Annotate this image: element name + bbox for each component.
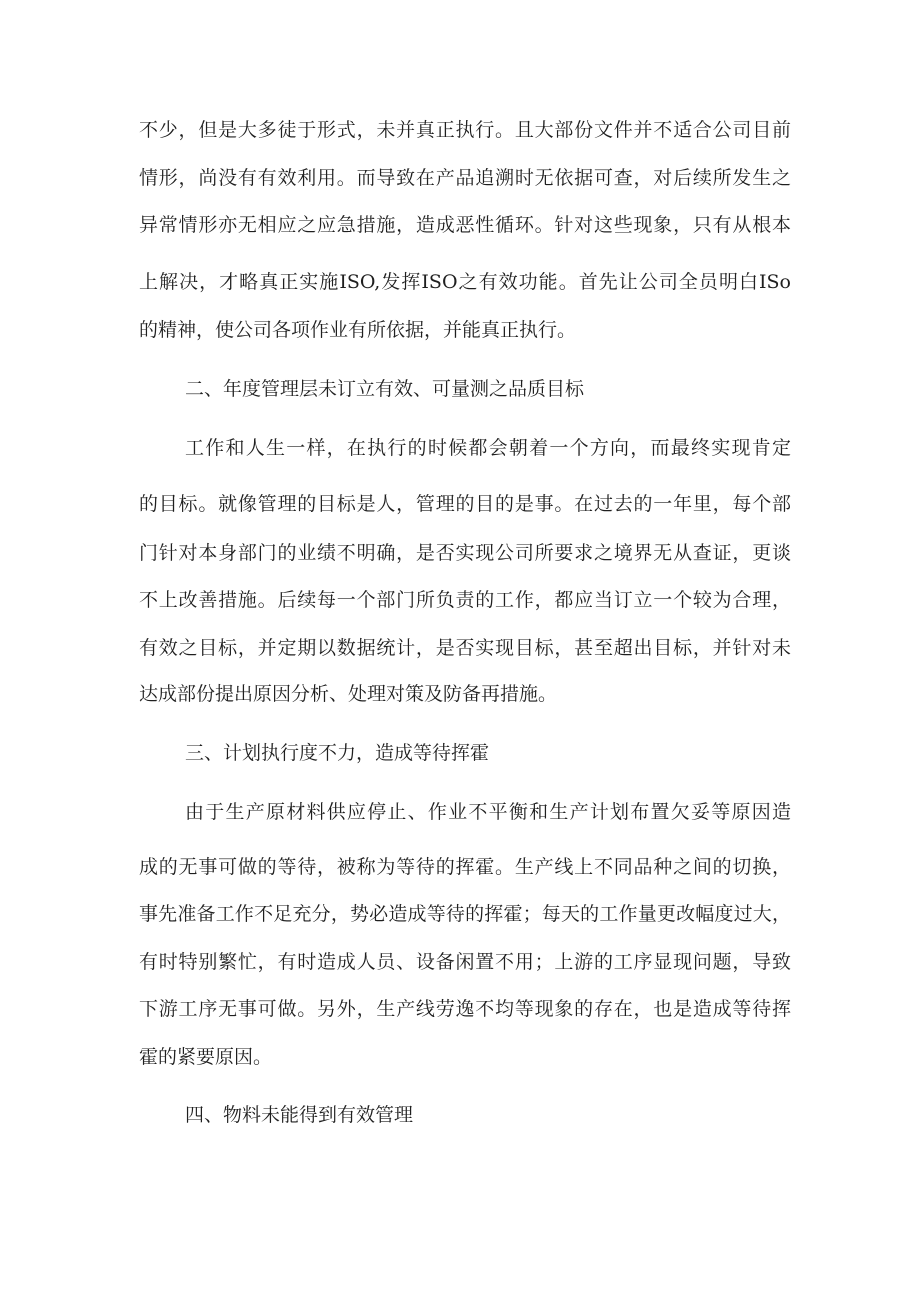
body-text-line: 工作和人生一样，在执行的时候都会朝着一个方向，而最终实现肯定 [185, 437, 791, 459]
body-text-line: 下游工序无事可做。另外，生产线劳逸不均等现象的存在，也是造成等待挥 [139, 998, 791, 1020]
body-text-line: 上解决，才略真正实施ISO,发挥ISO之有效功能。首先让公司全员明白ISo [139, 271, 791, 293]
body-text-line: 不上改善措施。后续每一个部门所负责的工作，都应当订立一个较为合理， [139, 589, 791, 611]
body-text-line: 霍的紧要原因。 [139, 1046, 273, 1068]
section-heading: 二、年度管理层未订立有效、可量测之品质目标 [185, 378, 585, 400]
body-text-line: 事先准备工作不足充分，势必造成等待的挥霍；每天的工作量更改幅度过大， [139, 903, 791, 925]
body-text-line: 达成部份提出原因分析、处理对策及防备再措施。 [139, 683, 558, 705]
body-text-line: 情形，尚没有有效利用。而导致在产品追溯时无依据可查，对后续所发生之 [139, 167, 791, 189]
body-text-line: 门针对本身部门的业绩不明确，是否实现公司所要求之境界无从查证，更谈 [139, 542, 791, 564]
body-text-line: 不少，但是大多徒于形式，未并真正执行。且大部份文件并不适合公司目前 [139, 119, 791, 141]
body-text-line: 异常情形亦无相应之应急措施，造成恶性循环。针对这些现象，只有从根本 [139, 214, 791, 236]
section-heading: 三、计划执行度不力，造成等待挥霍 [185, 742, 490, 764]
body-text-line: 由于生产原材料供应停止、作业不平衡和生产计划布置欠妥等原因造 [185, 801, 791, 823]
section-heading: 四、物料未能得到有效管理 [185, 1104, 414, 1126]
body-text-line: 的目标。就像管理的目标是人，管理的目的是事。在过去的一年里，每个部 [139, 493, 791, 515]
body-text-line: 有时特别繁忙，有时造成人员、设备闲置不用；上游的工序显现问题，导致 [139, 951, 791, 973]
body-text-line: 有效之目标，并定期以数据统计，是否实现目标，甚至超出目标，并针对未 [139, 637, 791, 659]
body-text-line: 的精神，使公司各项作业有所依据，并能真正执行。 [139, 319, 577, 341]
body-text-line: 成的无事可做的等待，被称为等待的挥霍。生产线上不同品种之间的切换， [139, 856, 791, 878]
